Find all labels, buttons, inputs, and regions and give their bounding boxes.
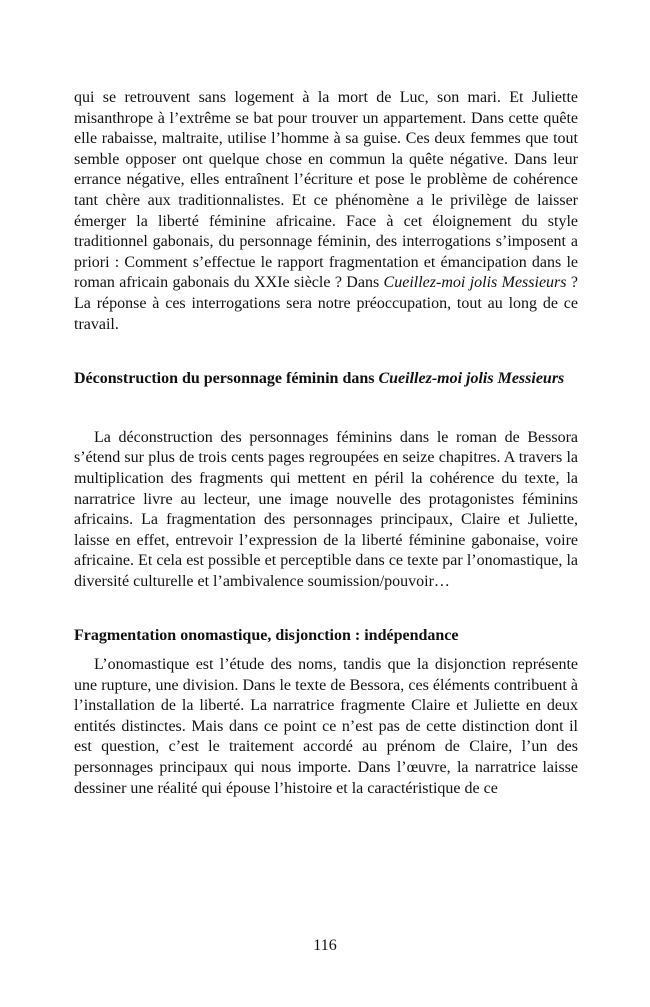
spacer: [74, 647, 578, 655]
paragraph-onomastique: L’onomastique est l’étude des noms, tandis que la disjonction représente une rupture, une division. Dans le texte de Bessora, ces éléments contribuent à l’installation de la liberté. La narratrice fragmente Claire et Juliette en deux entités distinctes. Mais dans ce point ce n’est pas de cette distinction dont il est question, c’est le traitement accordé au prénom de Claire, l’un des personnages principaux qui nous importe. Dans l’œuvre, la narratrice laisse dessiner une réalité qui épouse l’histoire et la caractéristique de ce: [74, 656, 578, 797]
section-heading-title-italic: Cueillez-moi jolis Messieurs: [378, 370, 565, 388]
book-title-italic: Cueillez-moi jolis Messieurs: [383, 274, 567, 292]
section-heading-fragmentation: Fragmentation onomastique, disjonction : indépendance: [74, 627, 459, 645]
paragraph-intro: [74, 88, 578, 335]
paragraph-intro-text-b: ? La réponse à ces interrogations sera notre préoccupation, tout au long de ce travail.: [74, 274, 578, 333]
section-heading-deconstruction: [74, 369, 578, 390]
section-heading-text: Déconstruction du personnage féminin dans: [74, 370, 379, 388]
page-number: 116: [313, 937, 337, 954]
spacer: [74, 592, 578, 626]
page-body: [74, 88, 578, 799]
paragraph-intro-text-a: qui se retrouvent sans logement à la mort de Luc, son mari. Et Juliette misanthrope à l’extrême se bat pour trouver un appartement. Dans cette quête elle rabaisse, maltraite, utilise l’homme à sa guise. Ces deux femmes que tout semble opposer ont quelque chose en commun la quête négative. Dans leur errance négative, elles entraînent l’écriture et pose le problème de cohérence tant chère aux traditionnalistes. Et ce phénomène a le privilège de laisser émerger la liberté féminine africaine. Face à cet éloignement du style traditionnel gabonais, du personnage féminin, des interrogations s’imposent a priori : Comment s’effectue le rapport fragmentation et émancipation dans le roman africain gabonais du XXIe siècle ? Dans: [74, 89, 578, 292]
spacer: [74, 390, 578, 428]
spacer: [74, 335, 578, 369]
paragraph-deconstruction: La déconstruction des personnages féminins dans le roman de Bessora s’étend sur plus de trois cents pages regroupées en seize chapitres. A travers la multiplication des fragments qui mettent en péril la cohérence du texte, la narratrice livre au lecteur, une image nouvelle des protagonistes féminins africains. La fragmentation des personnages principaux, Claire et Juliette, laisse en effet, entrevoir l’expression de la liberté féminine gabonaise, voire africaine. Et cela est possible et perceptible dans ce texte par l’onomastique, la diversité culturelle et l’ambivalence soumission/pouvoir…: [74, 428, 578, 590]
